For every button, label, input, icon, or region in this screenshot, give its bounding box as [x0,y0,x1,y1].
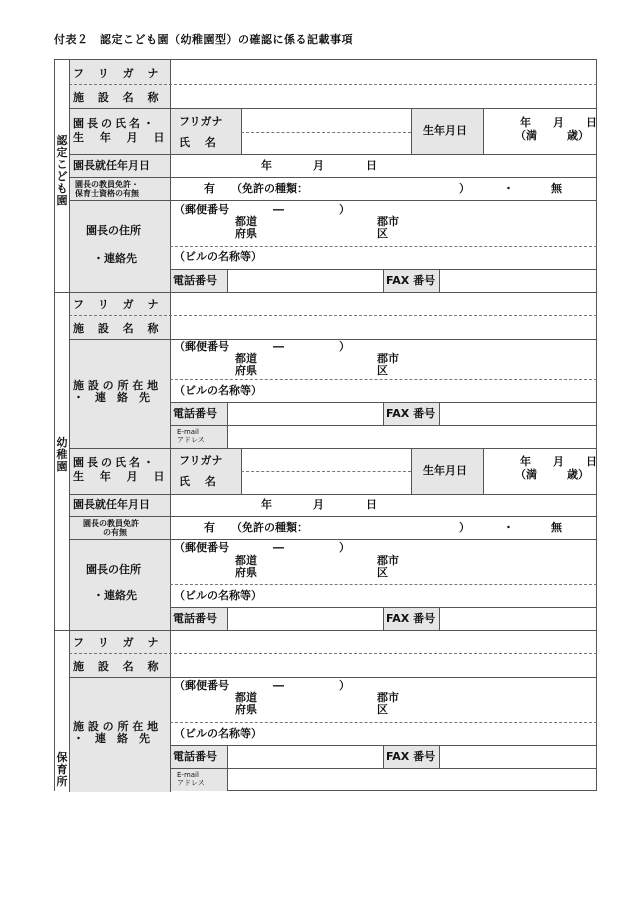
building-label: （ビルの名称等） [174,589,262,602]
grid-line [241,471,411,472]
date-month: 月 [553,455,564,468]
label-shading [55,630,170,792]
license-has: 有 [204,182,215,195]
grid-line [69,200,597,201]
section-label-kodomoen: 認定こども園 [56,134,68,207]
postal-label: （郵便番号 [174,203,229,216]
todo-label: 都道 [235,215,257,228]
date-year: 年 [261,498,272,511]
grid-line [69,154,597,155]
grid-line [483,448,484,494]
facility-name-label: 施 設 名 称 [73,91,164,104]
section-label-hoikusho: 保育所 [56,751,68,788]
contact-label: ・連絡先 [93,252,137,265]
fax-label: FAX 番号 [386,750,436,763]
grid-line [483,108,484,154]
date-day: 日 [366,159,377,172]
postal-dash: ― [273,203,284,216]
license-none: 無 [551,521,562,534]
facility-address-label: 施 設 の 所 在 地 [73,720,159,733]
license-has: 有 [204,521,215,534]
grid-line [227,269,228,292]
date-day: 日 [586,455,597,468]
grid-line [383,607,384,630]
furigana-label: フ リ ガ ナ [73,67,164,80]
fuken-label: 府県 [235,566,257,579]
birth-date-label: 生年月日 [423,464,467,477]
license-none: 無 [551,182,562,195]
grid-line [227,607,228,630]
grid-line [69,108,597,109]
postal-label: （郵便番号 [174,340,229,353]
furigana-label: フ リ ガ ナ [73,636,164,649]
director-name-label: 園長の氏名・ [73,117,157,130]
fuken-label: 府県 [235,364,257,377]
grid-line [69,494,597,495]
license-close-paren: ） [459,521,470,534]
fuken-label: 府県 [235,227,257,240]
grid-line [69,677,597,678]
grid-line [69,315,597,316]
ku-label: 区 [377,566,388,579]
ku-label: 区 [377,703,388,716]
grid-line [69,653,597,654]
grid-line [55,630,597,631]
document-title: 付表２ 認定こども園（幼稚園型）の確認に係る記載事項 [54,33,353,46]
grid-line [170,584,597,585]
age-close: 歳） [567,129,589,142]
gunshi-label: 郡市 [377,215,399,228]
name-sublabel: 氏 名 [179,475,216,488]
email-label: E-mail [177,428,199,436]
grid-line [69,177,597,178]
date-year: 年 [520,455,531,468]
postal-close: ） [339,340,350,353]
license-label: 園長の教員免許 [83,519,139,528]
age-open: （満 [515,468,537,481]
phone-label: 電話番号 [173,612,217,625]
license-dot: ・ [503,521,514,534]
grid-line [411,108,412,154]
grid-line [411,448,412,494]
age-close: 歳） [567,468,589,481]
building-label: （ビルの名称等） [174,384,262,397]
grid-line [55,292,597,293]
grid-line [69,339,597,340]
grid-line [170,379,597,380]
email-label: アドレス [177,436,205,444]
grid-line [241,108,242,154]
gunshi-label: 郡市 [377,352,399,365]
date-year: 年 [520,116,531,129]
facility-name-label: 施 設 名 称 [73,660,164,673]
grid-line [170,60,171,792]
grid-line [69,516,597,517]
date-month: 月 [553,116,564,129]
director-address-label: 園長の住所 [86,563,141,576]
facility-contact-label: ・ 連 絡 先 [73,732,150,745]
license-label: 保育士資格の有無 [75,189,139,198]
ku-label: 区 [377,227,388,240]
grid-line [383,269,384,292]
todo-label: 都道 [235,691,257,704]
postal-close: ） [339,679,350,692]
grid-line [439,607,440,630]
license-type-label: （免許の種類： [231,182,308,195]
grid-line [383,402,384,425]
grid-line [439,402,440,425]
fax-label: FAX 番号 [386,612,436,625]
grid-line [383,745,384,768]
contact-label: ・連絡先 [93,589,137,602]
gunshi-label: 郡市 [377,691,399,704]
appointment-date-label: 園長就任年月日 [73,498,150,511]
form-table [54,59,597,791]
license-label: 園長の教員免許・ [75,180,139,189]
postal-label: （郵便番号 [174,679,229,692]
license-dot: ・ [503,182,514,195]
birth-date-label: 生年月日 [423,124,467,137]
furigana-label: フ リ ガ ナ [73,298,164,311]
director-address-label: 園長の住所 [86,224,141,237]
phone-label: 電話番号 [173,750,217,763]
todo-label: 都道 [235,554,257,567]
grid-line [241,132,411,133]
date-month: 月 [313,159,324,172]
postal-dash: ― [273,541,284,554]
building-label: （ビルの名称等） [174,250,262,263]
grid-line [170,246,597,247]
fax-label: FAX 番号 [386,407,436,420]
name-sublabel: 氏 名 [179,136,216,149]
grid-line [69,539,597,540]
email-label: アドレス [177,779,205,787]
postal-dash: ― [273,340,284,353]
facility-address-label: 施 設 の 所 在 地 [73,379,159,392]
facility-name-label: 施 設 名 称 [73,322,164,335]
furigana-sublabel: フリガナ [179,115,223,128]
license-type-label: （免許の種類： [231,521,308,534]
grid-line [227,402,228,448]
director-birth-label: 生 年 月 日 [73,470,171,483]
date-day: 日 [586,116,597,129]
date-year: 年 [261,159,272,172]
phone-label: 電話番号 [173,407,217,420]
building-label: （ビルの名称等） [174,727,262,740]
grid-line [170,722,597,723]
fax-label: FAX 番号 [386,274,436,287]
postal-dash: ― [273,679,284,692]
appointment-date-label: 園長就任年月日 [73,159,150,172]
ku-label: 区 [377,364,388,377]
phone-label: 電話番号 [173,274,217,287]
email-label: E-mail [177,771,199,779]
date-month: 月 [313,498,324,511]
license-close-paren: ） [459,182,470,195]
postal-label: （郵便番号 [174,541,229,554]
grid-line [170,425,597,426]
grid-line [227,745,228,791]
grid-line [69,60,70,792]
grid-line [439,745,440,768]
grid-line [439,269,440,292]
age-open: （満 [515,129,537,142]
license-label: の有無 [103,528,127,537]
furigana-sublabel: フリガナ [179,454,223,467]
date-day: 日 [366,498,377,511]
gunshi-label: 郡市 [377,554,399,567]
postal-close: ） [339,541,350,554]
grid-line [69,448,597,449]
director-birth-label: 生 年 月 日 [73,131,171,144]
fuken-label: 府県 [235,703,257,716]
section-label-youchien: 幼稚園 [56,436,68,473]
facility-contact-label: ・ 連 絡 先 [73,391,150,404]
grid-line [69,84,597,85]
director-name-label: 園長の氏名・ [73,456,157,469]
todo-label: 都道 [235,352,257,365]
postal-close: ） [339,203,350,216]
grid-line [170,768,597,769]
